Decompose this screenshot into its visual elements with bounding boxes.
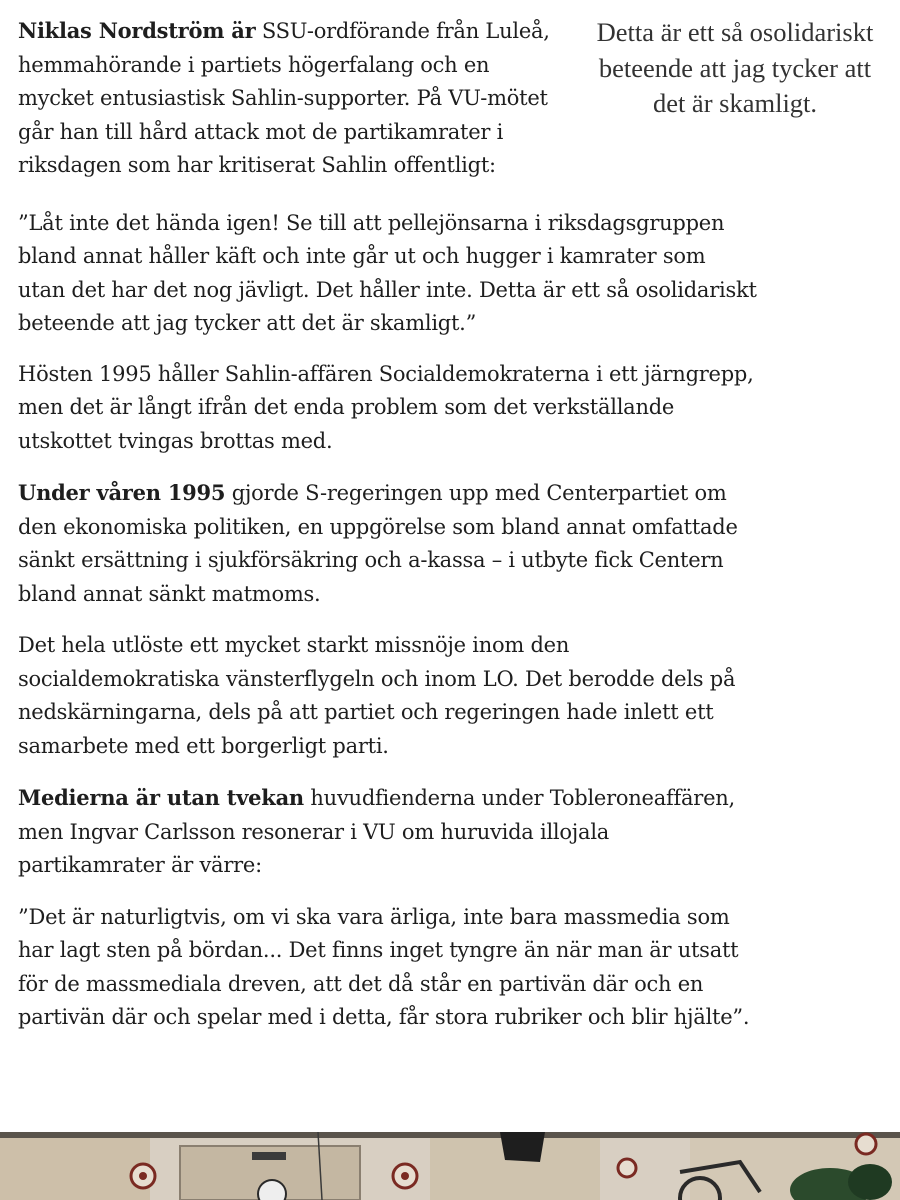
media-lead: Medierna är utan tvekan bbox=[18, 785, 304, 810]
quote1-line: beteende att jag tycker att det är skamligt.” bbox=[18, 311, 477, 335]
spring-line: bland annat sänkt matmoms. bbox=[18, 581, 321, 606]
spring-paragraph bbox=[18, 476, 778, 611]
whole-line: socialdemokratiska vänsterflygeln och inom LO. Det berodde dels på bbox=[18, 666, 736, 691]
intro-lead: Niklas Nordström är bbox=[18, 18, 256, 43]
photo-ornament-center bbox=[139, 1172, 147, 1180]
autumn-line: utskottet tvingas brottas med. bbox=[18, 428, 333, 453]
photo-ceiling bbox=[0, 1132, 900, 1138]
whole-line: samarbete med ett borgerligt parti. bbox=[18, 733, 389, 758]
intro-line: riksdagen som har kritiserat Sahlin offentligt: bbox=[18, 153, 496, 177]
photo-sign bbox=[252, 1152, 286, 1160]
quote2-line: för de massmediala dreven, att det då står en partivän där och en bbox=[18, 971, 704, 996]
media-line: huvudfienderna under Tobleroneaffären, bbox=[310, 786, 735, 810]
autumn-line: Hösten 1995 håller Sahlin-affären Socialdemokraterna i ett järngrepp, bbox=[18, 361, 754, 386]
photo-ornament bbox=[856, 1134, 876, 1154]
whole-line: nedskärningarna, dels på att partiet och regeringen hade inlett ett bbox=[18, 700, 714, 724]
quote-paragraph-2 bbox=[18, 901, 778, 1035]
quote1-line: bland annat håller käft och inte går ut och hugger i kamrater som bbox=[18, 244, 706, 268]
quote1-line: utan det har det nog jävligt. Det håller inte. Detta är ett så osolidariskt bbox=[18, 277, 757, 302]
photo-monitor bbox=[500, 1132, 545, 1162]
spring-line: gjorde S-regeringen upp med Centerpartiet om bbox=[231, 481, 727, 505]
quote-paragraph-1 bbox=[18, 207, 778, 341]
spring-line: sänkt ersättning i sjukförsäkring och a-kassa – i utbyte fick Centern bbox=[18, 548, 724, 572]
photo-plant bbox=[848, 1164, 892, 1200]
whole-paragraph bbox=[18, 629, 778, 763]
photo-marble-panel bbox=[0, 1138, 150, 1200]
media-line: men Ingvar Carlsson resonerar i VU om huruvida illojala bbox=[18, 819, 610, 844]
quote2-line: partivän där och spelar med i detta, får stora rubriker och blir hjälte”. bbox=[18, 1005, 750, 1029]
quote2-line: har lagt sten på bördan... Det finns inget tyngre än när man är utsatt bbox=[18, 938, 739, 962]
spring-lead: Under våren 1995 bbox=[18, 480, 226, 505]
article-body bbox=[18, 14, 778, 1035]
photo-ornament-center bbox=[401, 1172, 409, 1180]
whole-line: Det hela utlöste ett mycket starkt missnöje inom den bbox=[18, 633, 570, 657]
spring-line: den ekonomiska politiken, en uppgörelse som bland annat omfattade bbox=[18, 514, 738, 539]
intro-line: SSU-ordförande från Luleå, bbox=[261, 19, 550, 43]
autumn-paragraph bbox=[18, 358, 778, 459]
pull-quote: Detta är ett så osolidariskt beteende att jag tycker att det är skamligt. bbox=[596, 17, 874, 118]
photo-scene bbox=[0, 1132, 900, 1200]
article-photo bbox=[0, 1132, 900, 1200]
intro-paragraph bbox=[18, 14, 573, 183]
intro-line: mycket entusiastisk Sahlin-supporter. På VU-mötet bbox=[18, 86, 548, 110]
intro-line: går han till hård attack mot de partikamrater i bbox=[18, 119, 504, 144]
photo-ornament bbox=[618, 1159, 636, 1177]
autumn-line: men det är långt ifrån det enda problem som det verkställande bbox=[18, 395, 675, 419]
quote1-line: ”Låt inte det hända igen! Se till att pellejönsarna i riksdagsgruppen bbox=[18, 210, 725, 235]
quote2-line: ”Det är naturligtvis, om vi ska vara ärliga, inte bara massmedia som bbox=[18, 904, 730, 929]
media-paragraph bbox=[18, 781, 778, 883]
photo-clock bbox=[258, 1180, 286, 1200]
intro-line: hemmahörande i partiets högerfalang och en bbox=[18, 52, 490, 77]
media-line: partikamrater är värre: bbox=[18, 853, 262, 877]
